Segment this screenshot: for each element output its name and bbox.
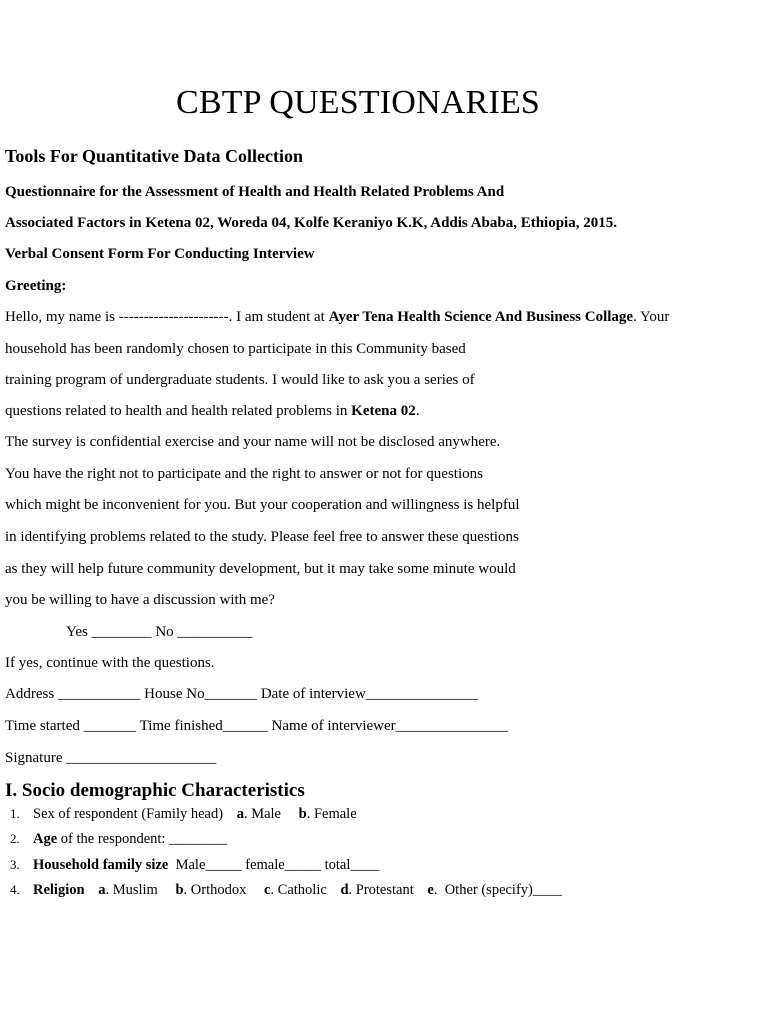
option-key[interactable]: d xyxy=(340,882,349,898)
consent-heading: Verbal Consent Form For Conducting Interview xyxy=(5,246,315,262)
option-label[interactable]: . Female xyxy=(306,806,357,822)
question-number: 4. xyxy=(10,882,20,897)
questionnaire-heading-line-1: Questionnaire for the Assessment of Health and Health Related Problems And xyxy=(5,184,505,200)
question-number: 3. xyxy=(10,857,20,872)
intro-text: . xyxy=(415,403,420,419)
time-field-line[interactable]: Time started _______ Time finished______ Name of interviewer_______________ xyxy=(5,718,509,734)
ketena-name: Ketena 02 xyxy=(351,403,416,419)
intro-line-7: which might be inconvenient for you. But your cooperation and willingness is helpful xyxy=(5,497,520,513)
intro-text: . Your xyxy=(633,309,670,325)
question-body xyxy=(33,831,227,848)
section-title: I. Socio demographic Characteristics xyxy=(5,780,305,801)
question-body xyxy=(33,882,562,899)
intro-line-3: training program of undergraduate students. I would like to ask you a series of xyxy=(5,372,475,388)
document-subtitle: Tools For Quantitative Data Collection xyxy=(5,146,303,166)
option-label[interactable]: . Protestant xyxy=(348,882,414,898)
option-key[interactable]: a xyxy=(98,882,106,898)
greeting-label: Greeting: xyxy=(5,278,67,294)
intro-line-2: household has been randomly chosen to participate in this Community based xyxy=(5,341,466,357)
intro-text: Hello, my name is ----------------------. I am student at xyxy=(5,309,329,325)
intro-text: questions related to health and health related problems in xyxy=(5,403,352,419)
question-body xyxy=(33,806,357,823)
intro-line-1 xyxy=(5,308,669,326)
option-label[interactable]: . Other (specify)____ xyxy=(433,882,562,898)
option-label[interactable]: . Male xyxy=(243,806,281,822)
question-keyword: Age xyxy=(33,831,58,847)
question-number: 2. xyxy=(10,831,20,846)
address-field-line[interactable]: Address ___________ House No_______ Date of interview_______________ xyxy=(5,686,479,702)
intro-line-9: as they will help future community development, but it may take some minute would xyxy=(5,561,516,577)
question-number: 1. xyxy=(10,806,20,821)
option-key[interactable]: c xyxy=(263,882,271,898)
yes-no-field[interactable]: Yes ________ No __________ xyxy=(66,624,253,640)
signature-field-line[interactable]: Signature ____________________ xyxy=(5,750,217,766)
question-keyword: Religion xyxy=(33,882,85,898)
option-key[interactable]: e xyxy=(427,882,434,898)
question-text: Sex of respondent (Family head) xyxy=(33,806,224,822)
intro-line-8: in identifying problems related to the study. Please feel free to answer these questions xyxy=(5,529,519,545)
college-name: Ayer Tena Health Science And Business Collage xyxy=(328,309,634,325)
intro-line-10: you be willing to have a discussion with me? xyxy=(5,592,275,608)
intro-line-5: The survey is confidential exercise and your name will not be disclosed anywhere. xyxy=(5,434,501,450)
question-keyword: Household family size xyxy=(33,857,169,873)
if-yes-instruction: If yes, continue with the questions. xyxy=(5,655,215,671)
intro-line-6: You have the right not to participate and the right to answer or not for questions xyxy=(5,466,483,482)
question-text[interactable]: Male_____ female_____ total____ xyxy=(168,857,380,873)
document-title: CBTP QUESTIONARIES xyxy=(175,84,541,121)
intro-line-4 xyxy=(5,402,419,420)
question-body xyxy=(33,857,379,874)
questionnaire-heading-line-2: Associated Factors in Ketena 02, Woreda 04, Kolfe Keraniyo K.K, Addis Ababa, Ethiopia, 2015. xyxy=(5,215,617,231)
option-label[interactable]: . Muslim xyxy=(105,882,158,898)
option-key[interactable]: b xyxy=(175,882,184,898)
option-key[interactable]: b xyxy=(298,806,307,822)
option-key[interactable]: a xyxy=(236,806,244,822)
option-label[interactable]: . Orthodox xyxy=(183,882,247,898)
option-label[interactable]: . Catholic xyxy=(270,882,327,898)
question-text[interactable]: of the respondent: ________ xyxy=(57,831,228,847)
